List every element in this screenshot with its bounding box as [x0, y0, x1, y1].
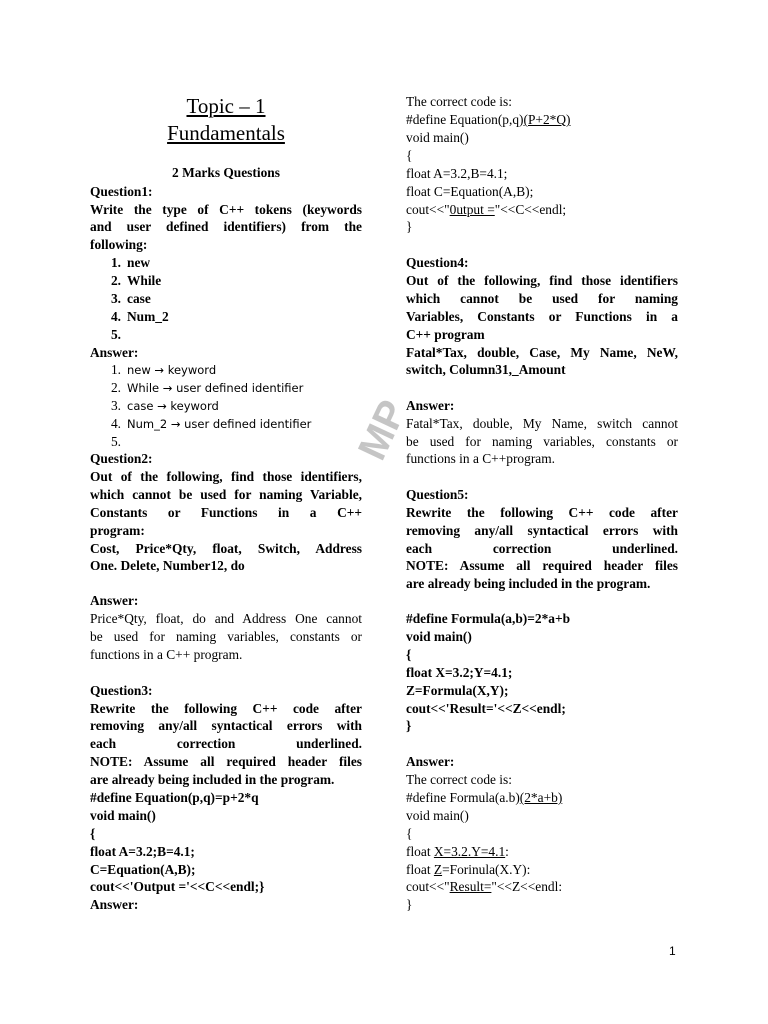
answer4-text: functions in a C++program. — [406, 451, 555, 466]
answer5-code: } — [406, 897, 413, 912]
question2-text: Constants or Functions in a C++ — [90, 505, 362, 520]
question2-text: Out of the following, find those identifiers, — [90, 469, 362, 484]
question4-text: switch, Column31,_Amount — [406, 362, 566, 377]
question2-text: One. Delete, Number12, do — [90, 558, 245, 573]
question3-text: Rewrite the following C++ code after — [90, 701, 362, 716]
question3-code: float A=3.2;B=4.1; — [90, 844, 195, 859]
question3-code: C=Equation(A,B); — [90, 862, 196, 877]
question3-text: each correction underlined. — [90, 736, 362, 751]
answer5-intro: The correct code is: — [406, 772, 512, 787]
question4-text: Variables, Constants or Functions in a — [406, 309, 678, 324]
question5-text: Rewrite the following C++ code after — [406, 505, 678, 520]
answer2-label: Answer: — [90, 593, 139, 608]
question1-item: 1. new — [110, 255, 151, 270]
question2-text: Cost, Price*Qty, float, Switch, Address — [90, 541, 362, 556]
question4-text: which cannot be used for naming — [406, 291, 678, 306]
question4-text: C++ program — [406, 327, 485, 342]
answer5-code: #define Formula(a.b)(2*a+b) — [406, 790, 563, 805]
answer5-code: void main() — [406, 808, 469, 823]
answer5-code: cout<<"Result="<<Z<<endl: — [406, 879, 563, 894]
answer3-code: } — [406, 219, 413, 234]
question3-code: #define Equation(p,q)=p+2*q — [90, 790, 259, 805]
question1-item: 4. Num_2 — [110, 309, 169, 324]
question3-text: NOTE: Assume all required header files — [90, 754, 362, 769]
question4-label: Question4: — [406, 255, 469, 270]
answer1-label: Answer: — [90, 345, 139, 360]
answer3-label: Answer: — [90, 897, 139, 912]
answer5-code: float X=3.2.Y=4.1: — [406, 844, 509, 859]
question1-item: 2. While — [110, 273, 162, 288]
answer3-code: float A=3.2,B=4.1; — [406, 166, 508, 181]
page-number: 1 — [669, 944, 676, 958]
answer3-code: { — [406, 148, 413, 163]
topic-subtitle: Fundamentals — [167, 121, 285, 145]
section-heading: 2 Marks Questions — [172, 165, 280, 180]
question2-text: program: — [90, 523, 145, 538]
answer2-text: functions in a C++ program. — [90, 647, 243, 662]
question1-label: Question1: — [90, 184, 153, 199]
question1-item: 5. — [110, 327, 121, 342]
question5-code: float X=3.2;Y=4.1; — [406, 665, 513, 680]
answer5-code: { — [406, 826, 413, 841]
answer5-code: float Z=Forinula(X.Y): — [406, 862, 531, 877]
topic-title: Topic – 1 — [186, 94, 266, 118]
answer1-item: 2. While → user defined identifier — [110, 380, 304, 395]
answer3-code: #define Equation(p,q)(P+2*Q) — [406, 112, 571, 127]
question3-text: removing any/all syntactical errors with — [90, 718, 362, 733]
question5-label: Question5: — [406, 487, 469, 502]
answer4-label: Answer: — [406, 398, 455, 413]
answer2-text: Price*Qty, float, do and Address One cannot — [90, 611, 362, 626]
answer1-item: 1. new → keyword — [110, 362, 217, 377]
answer4-text: be used for naming variables, constants or — [406, 434, 678, 449]
question3-code: void main() — [90, 808, 156, 823]
question5-code: void main() — [406, 629, 472, 644]
question2-label: Question2: — [90, 451, 153, 466]
question5-text: NOTE: Assume all required header files — [406, 558, 678, 573]
question3-label: Question3: — [90, 683, 153, 698]
answer3-code: float C=Equation(A,B); — [406, 184, 534, 199]
question1-text: Write the type of C++ tokens (keywords — [90, 202, 362, 217]
question1-item: 3. case — [110, 291, 151, 306]
question5-code: #define Formula(a,b)=2*a+b — [406, 611, 571, 626]
question1-text: and user defined identifiers) from the — [90, 219, 362, 234]
question5-text: are already being included in the program. — [406, 576, 651, 591]
answer3-code: cout<<"0utput ="<<C<<endl; — [406, 202, 567, 217]
question3-code: { — [90, 826, 96, 841]
question5-text: each correction underlined. — [406, 541, 678, 556]
answer5-label: Answer: — [406, 754, 455, 769]
answer3-intro: The correct code is: — [406, 94, 512, 109]
question2-text: which cannot be used for naming Variable, — [90, 487, 362, 502]
question4-text: Fatal*Tax, double, Case, My Name, NeW, — [406, 345, 678, 360]
answer1-item: 3. case → keyword — [110, 398, 219, 413]
question5-code: cout<<'Result='<<Z<<endl; — [406, 701, 566, 716]
question1-text: following: — [90, 237, 148, 252]
answer4-text: Fatal*Tax, double, My Name, switch cannot — [406, 416, 678, 431]
answer3-code: void main() — [406, 130, 469, 145]
watermark: MP — [350, 393, 416, 467]
question3-text: are already being included in the program. — [90, 772, 335, 787]
answer2-text: be used for naming variables, constants or — [90, 629, 362, 644]
question5-code: { — [406, 647, 412, 662]
answer1-item: 4. Num_2 → user defined identifier — [110, 416, 312, 431]
question5-code: Z=Formula(X,Y); — [406, 683, 509, 698]
question5-code: } — [406, 718, 412, 733]
answer1-item: 5. — [110, 434, 121, 449]
question4-text: Out of the following, find those identifiers — [406, 273, 678, 288]
question3-code: cout<<'Output ='<<C<<endl;} — [90, 879, 265, 894]
question5-text: removing any/all syntactical errors with — [406, 523, 678, 538]
